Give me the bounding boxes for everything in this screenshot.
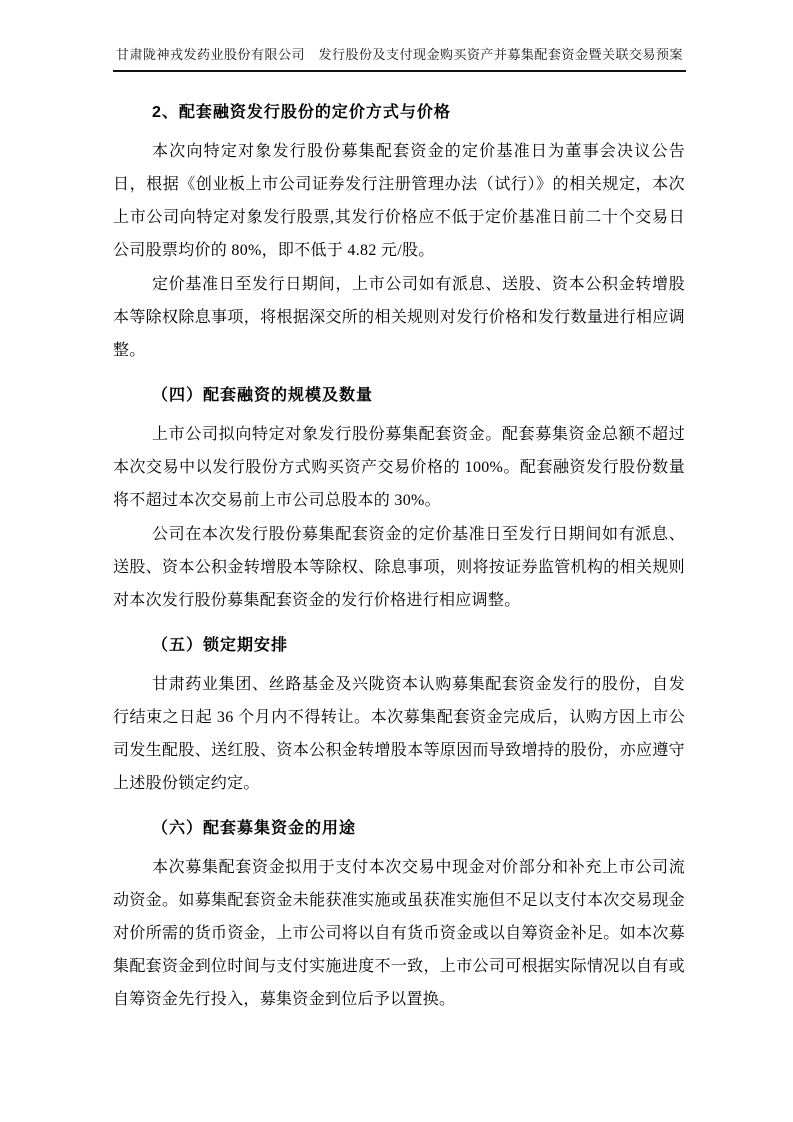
section-heading-scale-quantity: （四）配套融资的规模及数量: [152, 387, 374, 404]
section-heading-lockup-period: （五）锁定期安排: [152, 637, 289, 654]
paragraph-scale-limit: 上市公司拟向特定对象发行股份募集配套资金。配套募集资金总额不超过本次交易中以发行股份方式购买资产交易价格的 100%。配套融资发行股份数量将不超过本次交易前上市公司总股本的 30%。: [113, 426, 685, 509]
document-body: [113, 96, 685, 1016]
page-header: [113, 47, 686, 72]
paragraph-fund-use: 本次募集配套资金拟用于支付本次交易中现金对价部分和补充上市公司流动资金。如募集配套资金未能获准实施或虽获准实施但不足以支付本次交易现金对价所需的货币资金，上市公司将以自有货币资金或以自筹资金补足。如本次募集配套资金到位时间与支付实施进度不一致，上市公司可根据实际情况以自有或自筹资金先行投入，募集资金到位后予以置换。: [113, 859, 685, 1008]
paragraph-lockup-terms: 甘肃药业集团、丝路基金及兴陇资本认购募集配套资金发行的股份，自发行结束之日起 36 个月内不得转让。本次募集配套资金完成后，认购方因上市公司发生配股、送红股、资本公积金转增股本等原因而导致增持的股份，亦应遵守上述股份锁定约定。: [113, 676, 685, 792]
page-header-title: 甘肃陇神戎发药业股份有限公司 发行股份及支付现金购买资产并募集配套资金暨关联交易预案: [115, 47, 683, 62]
paragraph-pricing-adjustment: 定价基准日至发行日期间，上市公司如有派息、送股、资本公积金转增股本等除权除息事项，将根据深交所的相关规则对发行价格和发行数量进行相应调整。: [113, 276, 685, 359]
section-heading-pricing-method: 2、配套融资发行股份的定价方式与价格: [152, 104, 451, 121]
paragraph-scale-adjustment: 公司在本次发行股份募集配套资金的定价基准日至发行日期间如有派息、送股、资本公积金转增股本等除权、除息事项，则将按证券监管机构的相关规则对本次发行股份募集配套资金的发行价格进行相应调整。: [113, 526, 685, 609]
section-heading-fund-use: （六）配套募集资金的用途: [152, 820, 357, 837]
paragraph-pricing-basis: 本次向特定对象发行股份募集配套资金的定价基准日为董事会决议公告日，根据《创业板上市公司证券发行注册管理办法（试行）》的相关规定，本次上市公司向特定对象发行股票,其发行价格应不低于定价基准日前二十个交易日公司股票均价的 80%，即不低于 4.82 元/股。: [113, 143, 685, 259]
